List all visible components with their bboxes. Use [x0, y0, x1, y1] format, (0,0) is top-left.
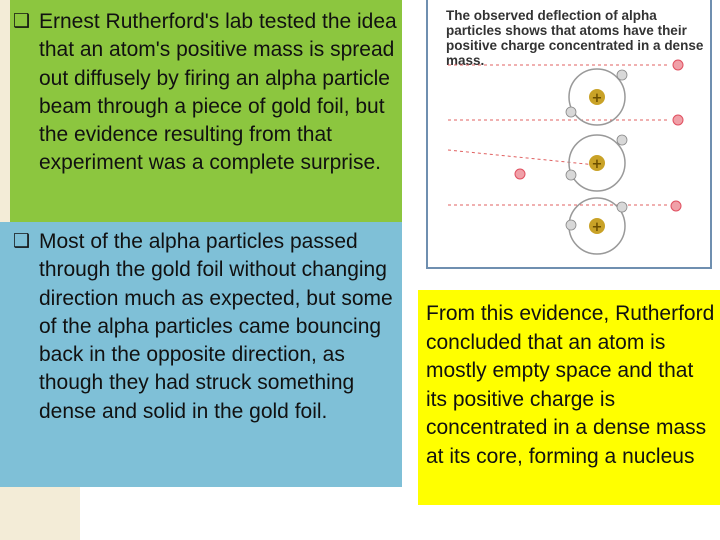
atom-diagram [428, 50, 710, 265]
bullet-item-2 [13, 228, 398, 426]
figure-caption: The observed deflection of alpha particles shows that atoms have their positive charge concentrated in a dense mass. [446, 8, 704, 68]
bullet-marker: ❑ [13, 11, 31, 32]
nucleus-charge: + [591, 220, 603, 235]
electron-icon [617, 135, 627, 145]
electron-icon [566, 220, 576, 230]
electron-icon [617, 70, 627, 80]
conclusion-box [418, 290, 720, 505]
bullet-item-1 [13, 8, 398, 178]
conclusion-text: From this evidence, Rutherford concluded that an atom is mostly empty space and that its positive charge is concentrated in a dense mass at its core, forming a nucleus [426, 302, 715, 468]
electron-icon [566, 170, 576, 180]
alpha-deflection-figure [426, 0, 712, 269]
bullet-box-green [10, 0, 402, 222]
alpha-paths [448, 65, 668, 205]
electron-icon [566, 107, 576, 117]
bullet-text-1: Ernest Rutherford's lab tested the idea that an atom's positive mass is spread out diffusely by firing an alpha particle beam through a piece of gold foil, but the evidence resulting from that experiment was a complete surprise. [39, 10, 397, 175]
alpha-particle-icon [673, 115, 683, 125]
bullet-marker: ❑ [13, 231, 31, 252]
electron-icon [617, 202, 627, 212]
alpha-particle-icon [515, 169, 525, 179]
nucleus-charge: + [591, 91, 603, 106]
nucleus-charge: + [591, 157, 603, 172]
alpha-particle-icon [671, 201, 681, 211]
alpha-particle-icon [673, 60, 683, 70]
bullet-text-2: Most of the alpha particles passed through the gold foil without changing direction much as expected, but some of the alpha particles came bouncing back in the opposite direction, as though they had struck something dense and solid in the gold foil. [39, 230, 393, 423]
